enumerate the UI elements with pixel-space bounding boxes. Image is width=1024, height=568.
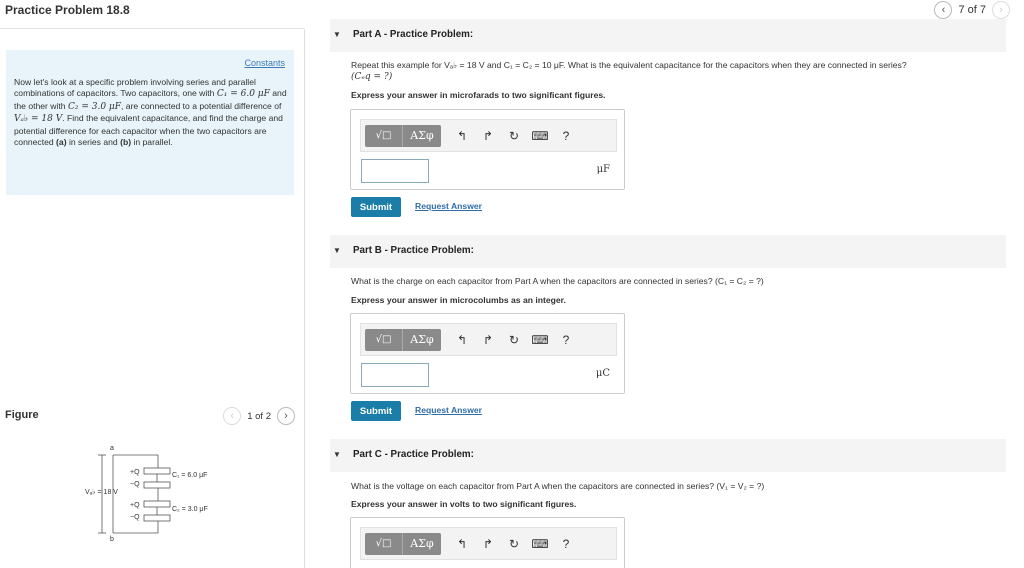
part-b-instruction: Express your answer in microcolumbs as an integer. [351,295,566,305]
capacitor-c1 [144,468,170,488]
c2-plus-q: +Q [130,502,140,509]
figure-label: Figure [5,409,39,421]
intro-text-1: Now let's look at a specific problem involving series and parallel combinations of capacitors. Two capacitors, one with [14,77,256,99]
part-b-request-answer-link[interactable]: Request Answer [415,405,483,415]
next-figure-button[interactable] [277,407,295,425]
constants-link[interactable]: Constants [244,58,285,68]
part-b-submit-button[interactable]: Submit [351,401,401,421]
part-b-unit: μC [595,368,610,379]
intro-text [14,77,287,148]
templates-button[interactable]: √□ [365,329,403,351]
part-b-question: What is the charge on each capacitor from Part A when the capacitors are connected in series? (C₁ = C₂ = ?) [351,276,764,286]
math-toolbar [360,527,617,560]
collapse-triangle-icon: ▼ [333,30,341,39]
part-a-unit: μF [596,164,610,175]
part-a-title: Part A - Practice Problem: [353,29,474,40]
collapse-triangle-icon: ▼ [333,246,341,255]
part-c-header[interactable] [330,439,1006,472]
part-c-answer-box [350,517,625,568]
intro-text-6: in parallel. [131,137,173,148]
chevron-left-icon: ‹ [230,410,235,422]
page-title: Practice Problem 18.8 [5,3,130,17]
toolbar-main-group [365,329,441,351]
keyboard-icon[interactable]: ⌨ [531,536,549,551]
intro-c2: C₂ = 3.0 μF [67,101,122,112]
intro-text-2: and the other with [14,88,287,111]
problem-pager-text: 7 of 7 [958,4,986,16]
keyboard-icon[interactable]: ⌨ [531,128,549,143]
part-a-instruction: Express your answer in microfarads to two significant figures. [351,90,606,100]
part-b-title: Part B - Practice Problem: [353,245,474,256]
part-c-instruction: Express your answer in volts to two significant figures. [351,499,577,509]
c1-figure-label: C₁ = 6.0 μF [172,472,208,479]
part-c-title: Part C - Practice Problem: [353,449,474,460]
intro-box [6,50,294,195]
figure-pager [223,407,295,425]
part-b-header[interactable] [330,235,1006,268]
circuit-figure [80,410,230,545]
templates-button[interactable]: √□ [365,533,403,555]
intro-text-3: , are connected to a potential difference of [121,100,282,111]
part-b-answer-input[interactable] [361,363,429,387]
chevron-left-icon: ‹ [941,4,946,16]
intro-vab: Vₐ♭ = 18 V [14,114,63,125]
c2-minus-q: −Q [130,514,140,521]
reset-icon[interactable]: ↻ [508,332,520,347]
part-a-question [351,60,1001,83]
part-a-header[interactable] [330,19,1006,52]
math-toolbar [360,323,617,356]
intro-b: (b) [120,137,132,148]
help-icon[interactable]: ? [562,332,570,347]
part-a-answer-input[interactable] [361,159,429,183]
figure-pager-text: 1 of 2 [247,410,271,422]
capacitor-c2 [144,501,170,521]
intro-text-5: in series and [66,137,121,148]
redo-icon[interactable]: ↱ [482,536,494,551]
part-a-question-text: Repeat this example for Vₐ♭ = 18 V and C₁ = C₂ = 10 μF. What is the equivalent capacitance for the capacitors when they are connected in series? [351,60,907,70]
greek-symbols-button[interactable]: ΑΣφ [403,533,441,555]
c1-plus-q: +Q [130,469,140,476]
greek-symbols-button[interactable]: ΑΣφ [403,329,441,351]
right-panel [330,0,1006,568]
intro-a: (a) [56,137,67,148]
part-a-request-answer-link[interactable]: Request Answer [415,201,483,211]
toolbar-main-group [365,125,441,147]
divider [0,28,305,29]
c1-minus-q: −Q [130,481,140,488]
math-toolbar [360,119,617,152]
part-b-answer-box [350,313,625,394]
intro-c1: C₁ = 6.0 μF [216,89,270,100]
undo-icon[interactable]: ↰ [456,536,468,551]
undo-icon[interactable]: ↰ [456,128,468,143]
c2-figure-label: C₂ = 3.0 μF [172,506,208,513]
part-a-submit-button[interactable]: Submit [351,197,401,217]
part-a-answer-box [350,109,625,190]
reset-icon[interactable]: ↻ [508,536,520,551]
greek-symbols-button[interactable]: ΑΣφ [403,125,441,147]
toolbar-main-group [365,533,441,555]
part-a-question-ceq: (Cₑq = ?) [351,72,393,82]
chevron-right-icon: › [999,4,1003,16]
keyboard-icon[interactable]: ⌨ [531,332,549,347]
undo-icon[interactable]: ↰ [456,332,468,347]
collapse-triangle-icon: ▼ [333,450,341,459]
redo-icon[interactable]: ↱ [482,128,494,143]
redo-icon[interactable]: ↱ [482,332,494,347]
vab-figure-label: Vₐ♭ = 18 V [85,489,118,496]
intro-text-4: . Find the equivalent capacitance, and find the charge and potential difference for each capacitor when the two capacitors are connected [14,113,283,148]
chevron-right-icon: › [284,410,288,422]
reset-icon[interactable]: ↻ [508,128,520,143]
node-a-label: a [110,445,114,452]
help-icon[interactable]: ? [562,128,570,143]
part-c-question: What is the voltage on each capacitor from Part A when the capacitors are connected in series? (V₁ = V₂ = ?) [351,481,765,491]
templates-button[interactable]: √□ [365,125,403,147]
help-icon[interactable]: ? [562,536,570,551]
node-b-label: b [110,536,114,543]
